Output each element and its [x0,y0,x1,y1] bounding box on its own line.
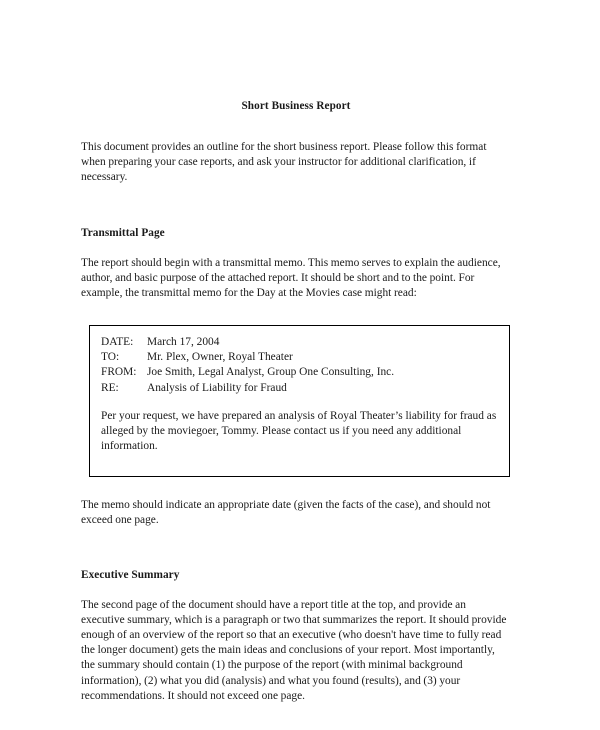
spacer [81,301,511,325]
spacer [81,582,511,598]
spacer [81,186,511,226]
memo-field-from-value: Joe Smith, Legal Analyst, Group One Consulting, Inc. [147,366,395,379]
memo-field-date-label: DATE: [101,336,134,349]
transmittal-page-closing-paragraph: The memo should indicate an appropriate date (given the facts of the case), and should not exceed one page. [81,499,491,527]
intro-paragraph: This document provides an outline for the short business report. Please follow this format when preparing your case reports, and ask your instructor for additional clarification, if necessary. [81,141,487,184]
memo-body-paragraph: Per your request, we have prepared an analysis of Royal Theater’s liability for fraud as alleged by the moviegoer, Tommy. Please contact us if you need any additional information. [101,409,497,452]
spacer [81,529,511,568]
memo-field-re-value: Analysis of Liability for Fraud [147,381,287,394]
spacer [81,113,511,140]
memo-field-from [101,365,499,380]
memo-field-date [101,335,499,350]
memo-field-to-value: Mr. Plex, Owner, Royal Theater [147,351,293,364]
memo-field-re-label: RE: [101,381,119,394]
memo-example-box [89,325,510,477]
section-heading-executive-summary: Executive Summary [81,568,180,581]
executive-summary-paragraph: The second page of the document should have a report title at the top, and provide an executive summary, which is a paragraph or two that summarizes the report. It should provide enough of an overview of the report so that an executive (who doesn't have time to fully read the longer document) gets the main ideas and conclusions of your report. Most importantly, the summary should contain (1) the purpose of the report (with minimal background information), (2) what you did (analysis) and what you found (results), and (3) your recommendations. It should not exceed one page. [81,598,507,702]
spacer [81,240,511,256]
memo-field-re [101,381,499,396]
memo-field-to [101,350,499,365]
transmittal-page-paragraph: The report should begin with a transmittal memo. This memo serves to explain the audience, author, and basic purpose of the attached report. It should be short and to the point. For example, the transmittal memo for the Day at the Movies case might read: [81,256,501,300]
spacer [81,477,511,498]
memo-field-to-label: TO: [101,351,120,364]
document-title: Short Business Report [241,100,351,112]
memo-field-date-value: March 17, 2004 [147,336,220,349]
document-content [81,100,511,704]
memo-field-list [101,335,499,395]
memo-field-from-label: FROM: [101,366,137,379]
section-heading-transmittal-page: Transmittal Page [81,226,165,239]
